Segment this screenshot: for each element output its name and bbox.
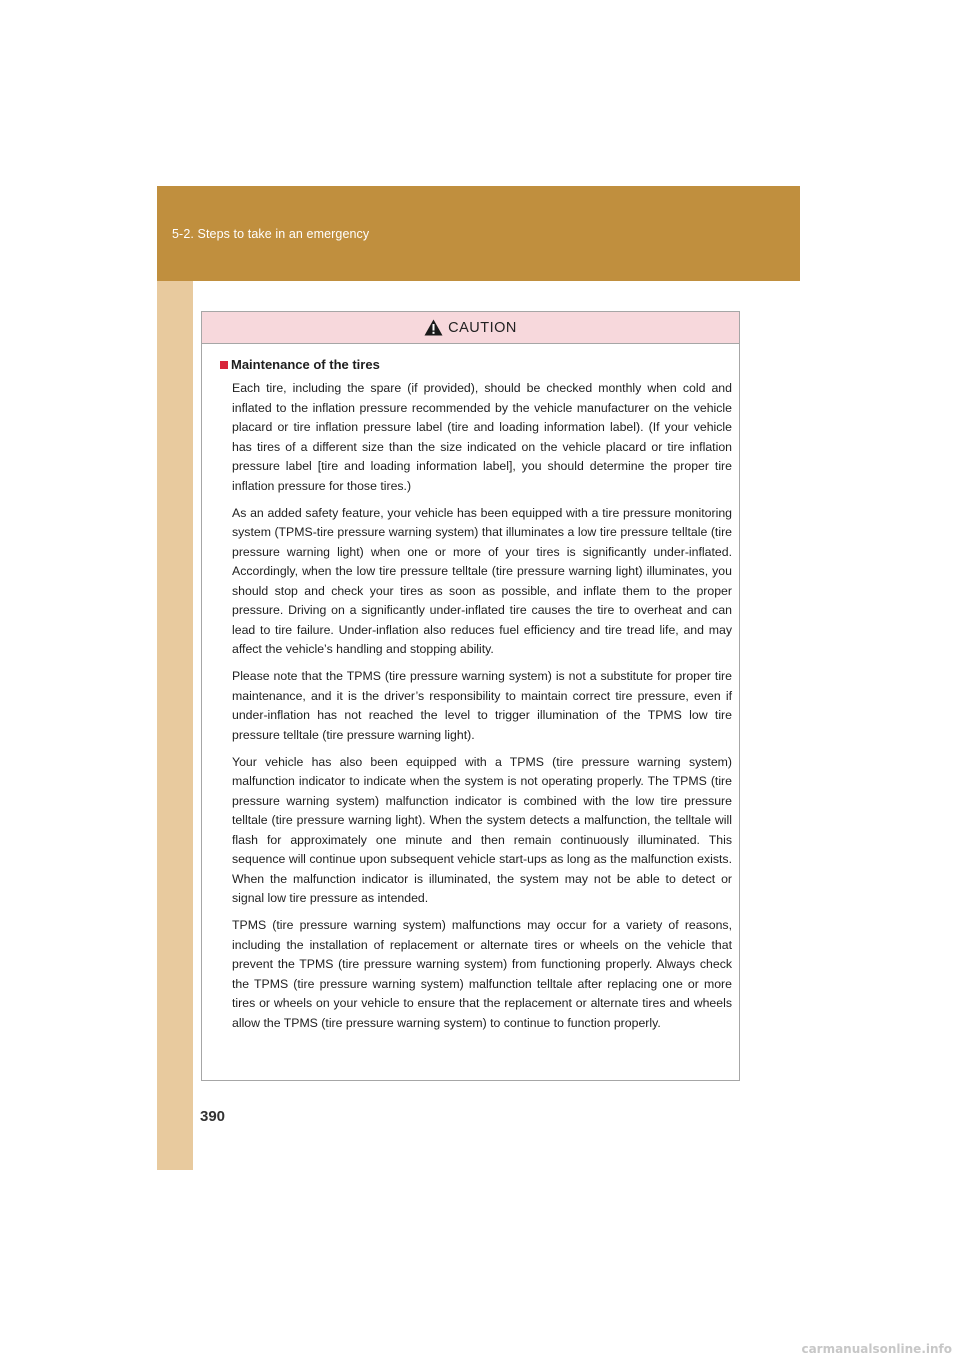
caution-body bbox=[202, 344, 739, 1033]
side-tab-band bbox=[157, 186, 193, 1170]
paragraph-malfunction-causes: TPMS (tire pressure warning system) malfunctions may occur for a variety of reasons, including the installation of replacement or alternate tires or wheels on the vehicle that prevent the TPMS (tire pressure warning system) from functioning properly. Always check the TPMS (tire pressure warning system) malfunction telltale after replacing one or more tires or wheels on your vehicle to ensure that the replacement or alternate tires and wheels allow the TPMS (tire pressure warning system) to continue to function properly. bbox=[232, 918, 732, 1030]
subheading-maintenance bbox=[220, 357, 732, 372]
paragraph-monthly-check: Each tire, including the spare (if provided), should be checked monthly when cold and inflated to the inflation pressure recommended by the vehicle manufacturer on the vehicle placard or tire inflation pressure label (tire and loading information label). (If your vehicle has tires of a different size than the size indicated on the vehicle placard or tire inflation pressure label [tire and loading information label], you should determine the proper tire inflation pressure for those tires.) bbox=[232, 381, 732, 493]
watermark: carmanualsonline.info bbox=[801, 1342, 952, 1356]
section-title: 5-2. Steps to take in an emergency bbox=[172, 227, 370, 241]
red-square-bullet-icon bbox=[220, 361, 228, 369]
warning-triangle-icon bbox=[424, 319, 443, 336]
paragraph-tpms-feature: As an added safety feature, your vehicle has been equipped with a tire pressure monitoring system (TPMS-tire pressure warning system) that illuminates a low tire pressure telltale (tire pressure warning light) when one or more of your tires is significantly under-inflated. Accordingly, when the low tire pressure telltale (tire pressure warning light) illuminates, you should stop and check your tires as soon as possible, and inflate them to the proper pressure. Driving on a significantly under-inflated tire causes the tire to overheat and can lead to tire failure. Under-inflation also reduces fuel efficiency and tire tread life, and may affect the vehicle’s handling and stopping ability. bbox=[232, 505, 732, 656]
paragraph-malfunction-indicator: Your vehicle has also been equipped with a TPMS (tire pressure warning system) malfunction indicator to indicate when the system is not operating properly. The TPMS (tire pressure warning system) malfunction indicator is combined with the low tire pressure telltale (tire pressure warning light). When the system detects a malfunction, the telltale will flash for approximately one minute and then remain continuously illuminated. This sequence will continue upon subsequent vehicle start-ups as long as the malfunction exists. When the malfunction indicator is illuminated, the system may not be able to detect or signal low tire pressure as intended. bbox=[232, 754, 732, 905]
caution-label: CAUTION bbox=[448, 319, 517, 336]
page-number: 390 bbox=[200, 1108, 226, 1125]
subheading-text: Maintenance of the tires bbox=[231, 357, 380, 372]
caution-header bbox=[202, 312, 739, 344]
paragraph-not-substitute: Please note that the TPMS (tire pressure warning system) is not a substitute for proper tire maintenance, and it is the driver’s responsibility to maintain correct tire pressure, even if under-inflation has not reached the level to trigger illumination of the TPMS low tire pressure telltale (tire pressure warning light). bbox=[232, 669, 732, 742]
caution-box bbox=[201, 311, 740, 1081]
